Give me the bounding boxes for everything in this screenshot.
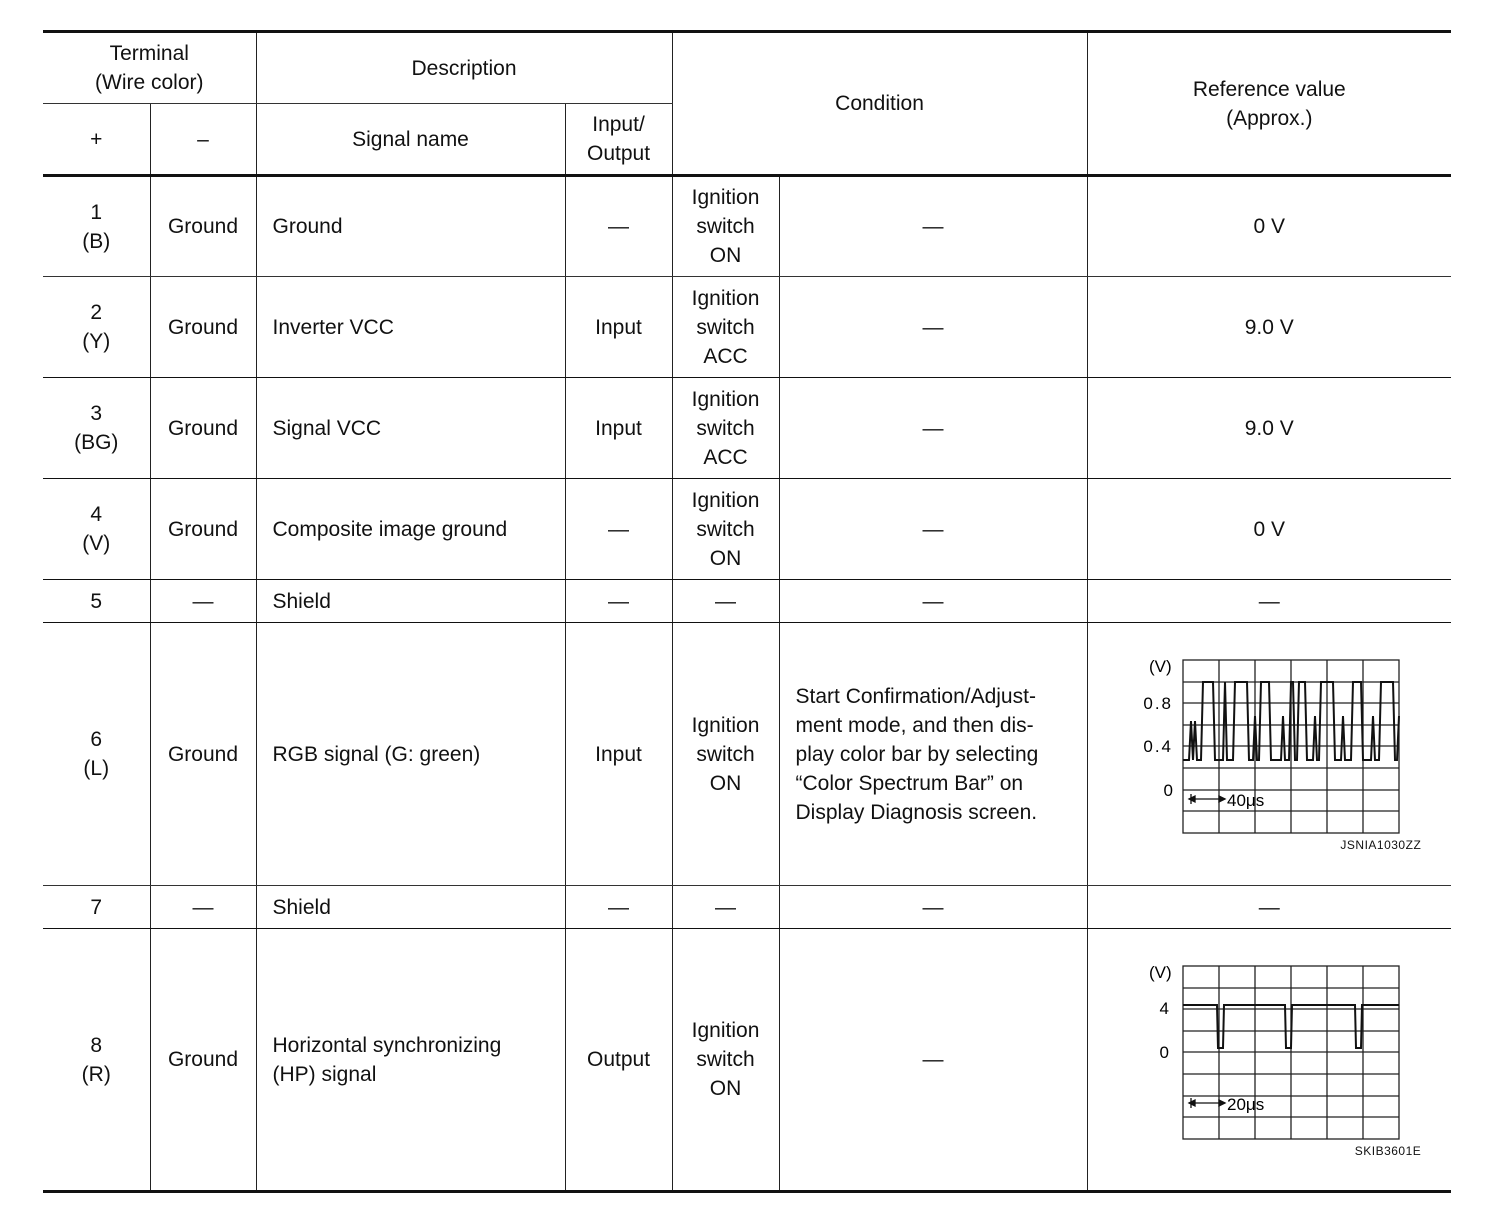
condition-switch (672, 479, 779, 580)
terminal-plus (43, 378, 150, 479)
wave-y-label: 0 (1163, 781, 1174, 800)
terminal-plus (43, 623, 150, 886)
signal-name-line: (HP) signal (272, 1062, 377, 1086)
header-wire-color-label: (Wire color) (95, 71, 204, 94)
terminal-plus (43, 479, 150, 580)
condition-detail-line: Display Diagnosis screen. (795, 800, 1038, 824)
terminal-plus (43, 176, 150, 277)
wave-unit-label: (V) (1149, 657, 1172, 676)
input-output: Input (565, 277, 672, 378)
rgb-waveform-graph (1109, 656, 1429, 836)
signal-name (256, 929, 565, 1192)
condition-line: Ignition (691, 286, 760, 310)
figure-id: SKIB3601E (1354, 1143, 1422, 1158)
header-reference-value (1087, 32, 1451, 176)
condition-line: ACC (703, 344, 748, 368)
hp-waveform (1109, 962, 1429, 1158)
condition-line: Ignition (691, 488, 760, 512)
condition-line: switch (696, 315, 755, 339)
condition-line: Ignition (691, 1019, 760, 1042)
table-row (43, 929, 1451, 1192)
condition-detail-line: ment mode, and then dis- (795, 713, 1034, 737)
terminal-minus: Ground (150, 378, 256, 479)
reference-value: 0 V (1087, 479, 1451, 580)
wave-unit-label: (V) (1149, 962, 1172, 982)
condition-switch (672, 176, 779, 277)
condition-detail: — (779, 176, 1087, 277)
terminal-plus (43, 277, 150, 378)
figure-id: JSNIA1030ZZ (1340, 838, 1422, 852)
signal-name: Composite image ground (256, 479, 565, 580)
table-row (43, 479, 1451, 580)
signal-name: Inverter VCC (256, 277, 565, 378)
header-output-label: Output (586, 142, 651, 165)
condition-line: switch (696, 1048, 755, 1071)
signal-name: RGB signal (G: green) (256, 623, 565, 886)
input-output: Input (565, 378, 672, 479)
terminal-number: 2 (90, 301, 103, 324)
terminal-minus: Ground (150, 479, 256, 580)
table-row (43, 176, 1451, 277)
wave-time-label: 20μs (1227, 1094, 1265, 1114)
signal-name: Signal VCC (256, 378, 565, 479)
terminal-reference-table (43, 30, 1451, 1193)
terminal-number: 7 (43, 886, 150, 929)
reference-value (1087, 929, 1451, 1192)
terminal-minus: Ground (150, 929, 256, 1192)
header-terminal (43, 32, 256, 104)
condition-line: ACC (703, 445, 748, 469)
header-description: Description (256, 32, 672, 104)
wave-time-label: 40μs (1227, 791, 1265, 810)
condition-detail: — (779, 378, 1087, 479)
reference-value: — (1087, 886, 1451, 929)
header-input-output (565, 104, 672, 176)
header-minus: – (150, 104, 256, 176)
condition-detail-line: play color bar by selecting (795, 742, 1039, 766)
wire-color: (Y) (82, 330, 111, 353)
condition-line: switch (696, 742, 755, 766)
condition-switch (672, 277, 779, 378)
signal-name: Shield (256, 580, 565, 623)
terminal-minus: — (150, 886, 256, 929)
condition-detail (779, 623, 1087, 886)
condition-detail: — (779, 277, 1087, 378)
condition-line: switch (696, 416, 755, 440)
rgb-waveform (1109, 656, 1429, 852)
condition-line: ON (709, 1077, 742, 1100)
condition-detail-line: Start Confirmation/Adjust- (795, 684, 1036, 708)
wire-color: (L) (83, 757, 110, 780)
reference-value (1087, 623, 1451, 886)
terminal-minus: Ground (150, 176, 256, 277)
terminal-number: 4 (90, 503, 103, 526)
condition-detail: — (779, 929, 1087, 1192)
wave-y-label: 0 (1159, 1042, 1170, 1062)
condition-detail-line: “Color Spectrum Bar” on (795, 771, 1024, 795)
header-signal-name: Signal name (256, 104, 565, 176)
terminal-number: 1 (90, 200, 103, 224)
input-output: — (565, 176, 672, 277)
condition-detail: — (779, 479, 1087, 580)
condition-line: Ignition (691, 713, 760, 737)
condition-line: ON (709, 546, 742, 570)
header-condition: Condition (672, 32, 1087, 176)
wire-color: (V) (82, 532, 111, 555)
condition-switch (672, 929, 779, 1192)
wave-y-label: 4 (1159, 998, 1170, 1018)
terminal-minus: Ground (150, 623, 256, 886)
terminal-minus: — (150, 580, 256, 623)
signal-name: Ground (256, 176, 565, 277)
wire-color: (B) (82, 229, 111, 253)
header-approx-label: (Approx.) (1226, 106, 1313, 130)
header-terminal-label: Terminal (109, 42, 189, 65)
oscilloscope-grid (1183, 966, 1399, 1139)
input-output: Output (565, 929, 672, 1192)
condition-line: Ignition (691, 186, 760, 209)
terminal-number: 3 (90, 402, 103, 425)
hp-signal-trace (1183, 1005, 1399, 1048)
terminal-number: 5 (43, 580, 150, 623)
reference-value: 0 V (1087, 176, 1451, 277)
wave-y-label: 0.4 (1143, 737, 1174, 756)
hp-waveform-graph (1109, 962, 1429, 1142)
table-row (43, 378, 1451, 479)
table-row (43, 886, 1451, 929)
wire-color: (BG) (74, 431, 119, 454)
header-reference-value-label: Reference value (1192, 77, 1346, 101)
condition-line: ON (709, 244, 742, 267)
terminal-plus (43, 929, 150, 1192)
condition-detail: — (779, 580, 1087, 623)
table-row (43, 277, 1451, 378)
input-output: — (565, 580, 672, 623)
terminal-minus: Ground (150, 277, 256, 378)
header-input-label: Input/ (592, 113, 645, 136)
condition-switch: — (672, 580, 779, 623)
header-plus: + (43, 104, 150, 176)
wave-y-label: 0.8 (1143, 694, 1174, 713)
condition-line: switch (696, 215, 755, 238)
condition-switch (672, 623, 779, 886)
condition-line: switch (696, 517, 755, 541)
input-output: Input (565, 623, 672, 886)
table-row (43, 623, 1451, 886)
reference-value: — (1087, 580, 1451, 623)
reference-value: 9.0 V (1087, 277, 1451, 378)
terminal-number: 6 (90, 728, 103, 751)
reference-value: 9.0 V (1087, 378, 1451, 479)
input-output: — (565, 479, 672, 580)
terminal-number: 8 (90, 1033, 103, 1057)
wire-color: (R) (81, 1062, 111, 1086)
condition-line: ON (709, 771, 742, 795)
table-row (43, 580, 1451, 623)
condition-line: Ignition (691, 387, 760, 411)
input-output: — (565, 886, 672, 929)
condition-switch (672, 378, 779, 479)
signal-name-line: Horizontal synchronizing (272, 1033, 502, 1057)
signal-name: Shield (256, 886, 565, 929)
condition-switch: — (672, 886, 779, 929)
condition-detail: — (779, 886, 1087, 929)
